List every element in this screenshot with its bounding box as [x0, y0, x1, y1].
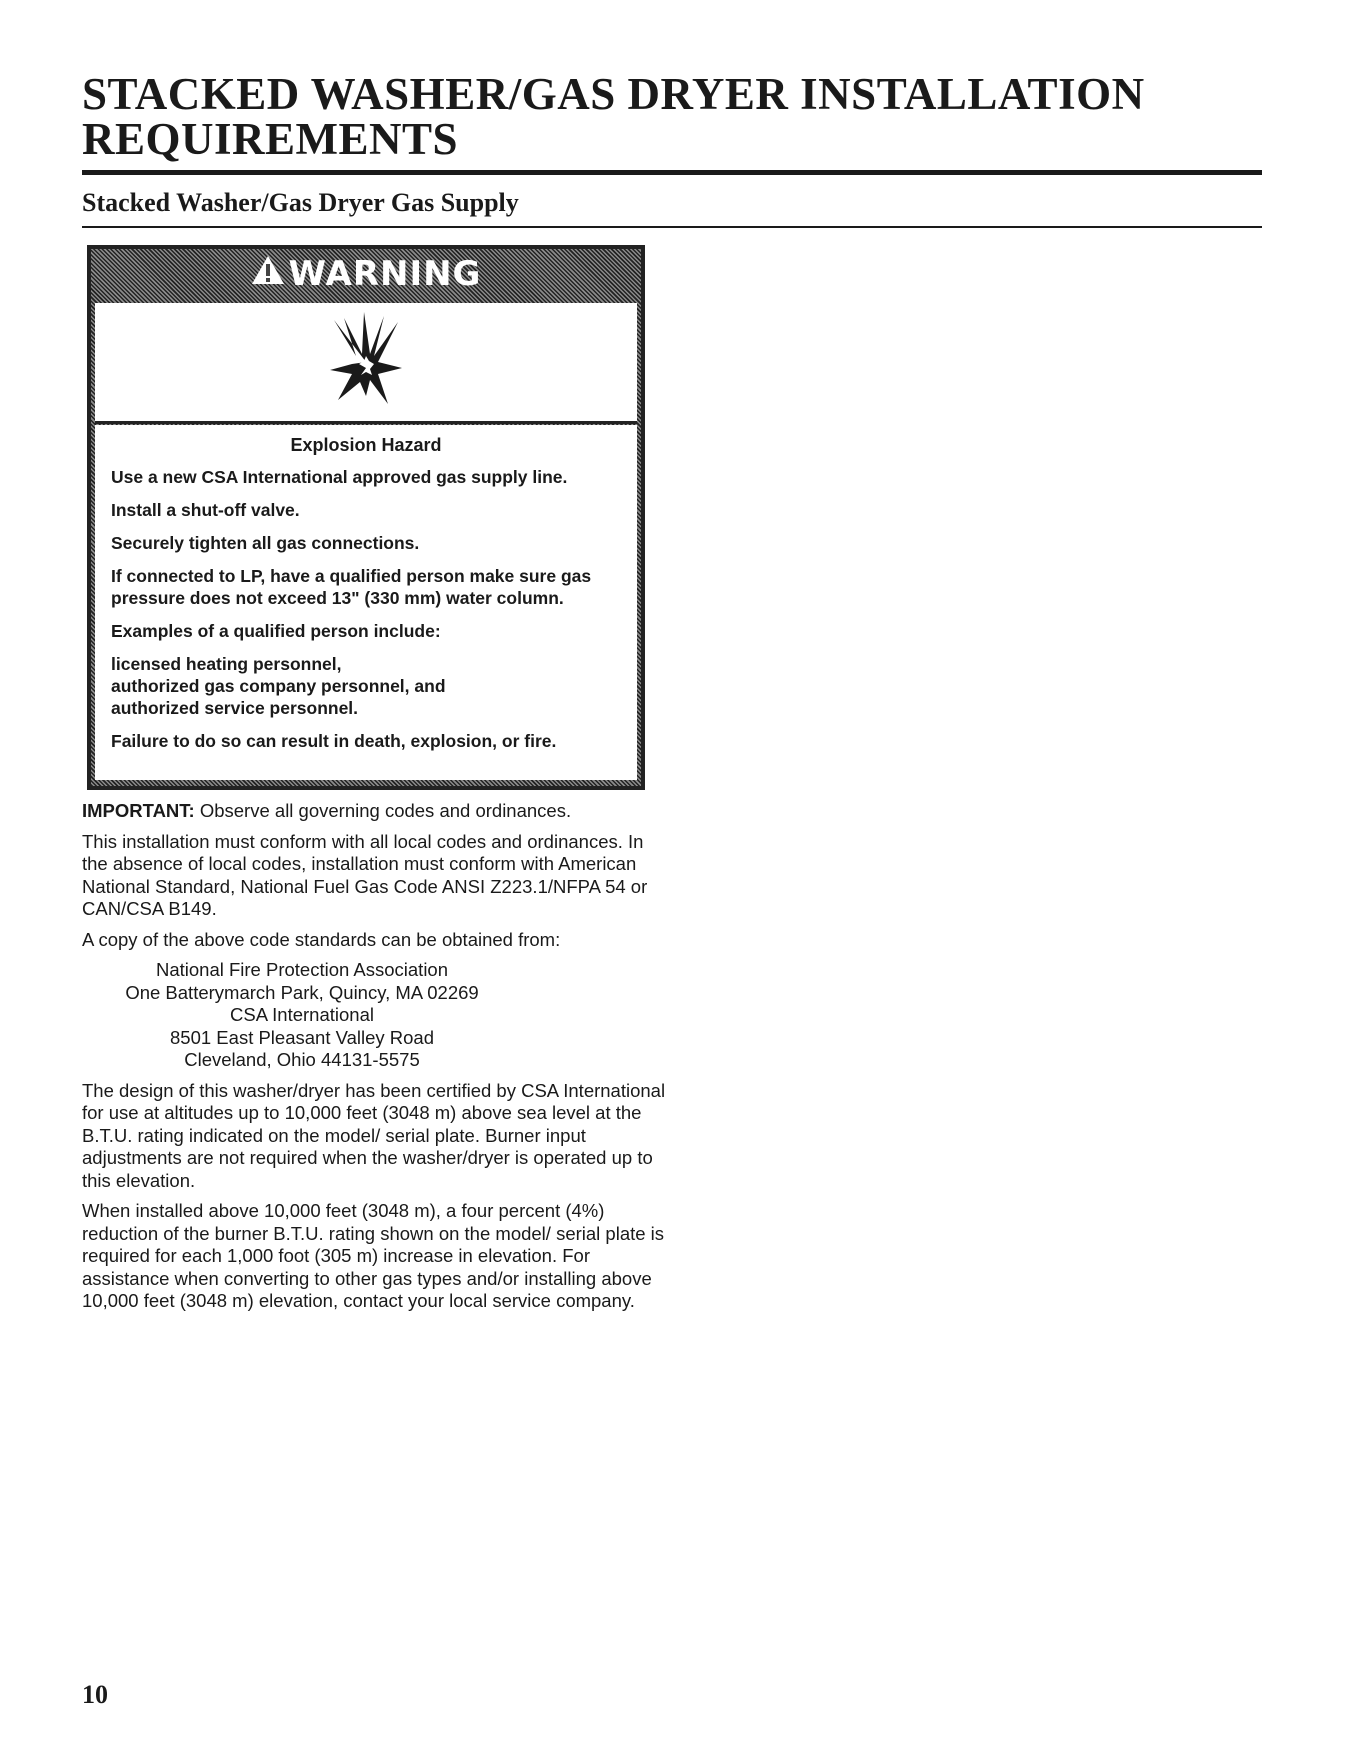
address-line: 8501 East Pleasant Valley Road — [170, 1026, 434, 1048]
paragraph-altitude: When installed above 10,000 feet (3048 m), a four percent (4%) reduction of the burner B.T.U. rating shown on the model/ serial plate is required for each 1,000 foot (305 m) increase in elevation. For assistance when converting to other gas types and/or installing above 10,000 feet (3048 m) elevation, contact your local service company. — [82, 1200, 665, 1311]
warning-body — [95, 425, 637, 780]
warning-signal — [251, 254, 482, 294]
address-line: CSA International — [230, 1004, 374, 1025]
paragraph-codes: This installation must conform with all local codes and ordinances. In the absence of local codes, installation must conform with American National Standard, National Fuel Gas Code ANSI Z223.1/NFPA 54 or CAN/CSA B149. — [82, 830, 648, 919]
warning-line: licensed heating personnel, — [111, 654, 342, 674]
important-text: Observe all governing codes and ordinances. — [194, 800, 572, 821]
title-rule — [82, 170, 1262, 175]
warning-line: Use a new CSA International approved gas supply line. — [111, 467, 568, 487]
page-number: 10 — [82, 1680, 108, 1709]
address-line: Cleveland, Ohio 44131-5575 — [184, 1049, 420, 1070]
warning-line: Failure to do so can result in death, explosion, or fire. — [111, 731, 557, 751]
address-line: National Fire Protection Association — [155, 959, 449, 980]
warning-header — [91, 249, 641, 299]
important-label: IMPORTANT: — [82, 800, 195, 821]
paragraph-certification: The design of this washer/dryer has been certified by CSA International for use at altitudes up to 10,000 feet (3048 m) above sea level at the B.T.U. rating indicated on the model/ serial plate. Burner input adjustments are not required when the washer/dryer is operated up to this elevation. — [82, 1079, 666, 1191]
section-heading: Stacked Washer/Gas Dryer Gas Supply — [82, 188, 519, 217]
hazard-title: Explosion Hazard — [290, 435, 442, 455]
important-note — [82, 800, 672, 823]
section-rule — [82, 226, 1262, 228]
alert-triangle-icon — [251, 254, 285, 294]
warning-line: Install a shut-off valve. — [111, 500, 300, 520]
address-block — [82, 959, 522, 1072]
warning-signal-word: WARNING — [288, 254, 482, 294]
warning-line: Securely tighten all gas connections. — [111, 533, 420, 553]
hazard-icon-panel — [95, 303, 637, 424]
warning-line: authorized gas company personnel, and — [111, 676, 446, 696]
paragraph-copy: A copy of the above code standards can be obtained from: — [82, 928, 561, 950]
explosion-icon — [326, 312, 406, 413]
warning-line: Examples of a qualified person include: — [111, 621, 441, 641]
warning-box — [87, 245, 645, 790]
body-text — [82, 800, 672, 1321]
address-line: One Batterymarch Park, Quincy, MA 02269 — [125, 981, 479, 1003]
warning-line: If connected to LP, have a qualified person make sure gas pressure does not exceed 13" (330 mm) water column. — [111, 566, 592, 608]
warning-line: authorized service personnel. — [111, 698, 359, 718]
page-title: STACKED WASHER/GAS DRYER INSTALLATION REQUIREMENTS — [82, 69, 1145, 164]
